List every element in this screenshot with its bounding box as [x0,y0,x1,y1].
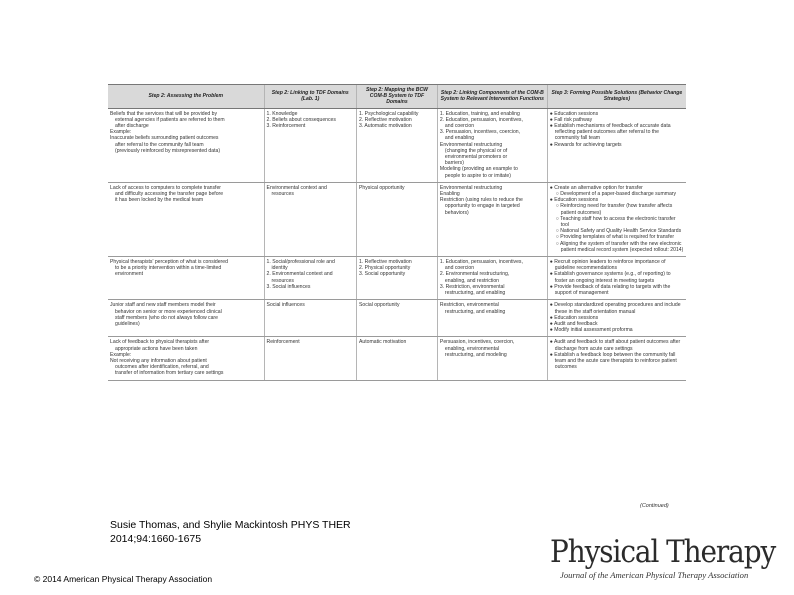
tdf-domain-cell [264,257,356,300]
table-row [108,337,686,380]
cell-line: Social influences [266,302,305,309]
cell-line: 3. Restriction, environmental [439,283,505,290]
cell-line: resources [271,277,294,284]
cell-line: ○ Aligning the system of transfer with the new electronic patient medical record system (expected rollout: 2014) [555,240,684,253]
cell-line: restructuring, and enabling [444,290,506,297]
cell-line: Lack of feedback to physical therapists after [110,339,210,346]
cell-line: 2. Environmental restructuring, [439,271,510,278]
cell-line: enabling, and restriction [444,277,500,284]
cell-line: 3. Reinforcement [266,123,306,130]
cell-line: 3. Social influences [266,283,311,290]
cell-line: behaviors) [444,209,469,216]
table-row [108,108,686,182]
tdf-domain-cell [264,300,356,337]
cell-line: 2. Reflective motivation [359,116,412,123]
cell-line: Persuasion, incentives, coercion, [439,339,515,346]
cell-line: Example: [110,129,132,136]
com-b-cell [357,337,438,380]
citation [110,518,351,546]
tdf-domain-cell [264,337,356,380]
solution-cell [547,337,686,380]
com-b-cell [357,182,438,256]
copyright-notice: © 2014 American Physical Therapy Association [34,574,213,584]
cell-line: 2. Beliefs about consequences [266,116,336,123]
cell-line: restructuring, and enabling [444,308,506,315]
cell-line: ● Recruit opinion leaders to reinforce importance of guideline recommendations [549,259,666,272]
cell-line: ● Education sessions [549,110,599,117]
cell-line: ○ Development of a paper-based discharge summary [555,191,677,198]
cell-line: and difficulty accessing the transfer page before [115,191,224,198]
cell-line: and coercion [444,123,475,130]
solution-cell [547,108,686,182]
cell-line: Enabling [439,191,460,198]
header-possible-solutions: Step 3: Forming Possible Solutions (Behavior Change Strategies) [547,85,686,109]
cell-line: Modeling (providing an example to [439,166,518,173]
problem-cell [108,257,264,300]
cell-line: opportunity to engage in targeted [444,203,520,210]
cell-line: ○ Reinforcing need for transfer (how transfer affects patient outcomes) [555,203,673,216]
table-header-row [108,85,686,109]
intervention-cell [437,337,547,380]
cell-line: environment [115,271,144,278]
cell-line: Restriction, environmental [439,302,499,309]
cell-line: behavior on senior or more experienced clinical [115,308,222,315]
cell-line: barriers) [444,160,464,167]
cell-line: (previously reinforced by misrepresented data) [115,147,221,154]
cell-line: to be a priority intervention within a time-limited [115,265,222,272]
figure-table [108,84,686,381]
cell-line: ● Establish a feedback loop between the community fall team and the acute care therapists to reinforce patient outcomes [549,351,677,371]
problem-cell [108,182,264,256]
header-tdf-domains: Step 2: Linking to TDF Domains (Lab. 1) [264,85,356,109]
solution-cell [547,182,686,256]
cell-line: ● Audit and feedback to staff about patient outcomes after discharge from acute care settings [549,339,681,352]
cell-line: 2. Environmental context and [266,271,333,278]
header-assessing-problem: Step 2: Assessing the Problem [108,85,264,109]
cell-line: and enabling [444,135,475,142]
cell-line: ● Develop standardized operating procedures and include these in the staff orientation manual [549,302,681,315]
cell-line: 1. Psychological capability [359,110,419,117]
cell-line: Beliefs that the services that will be provided by [110,110,218,117]
cell-line: Physical therapists' perception of what is considered [110,259,228,266]
cell-line: 3. Persuasion, incentives, coercion, [439,129,521,136]
intervention-cell [437,257,547,300]
cell-line: ○ Teaching staff how to access the electronic transfer tool [555,215,676,229]
header-com-b-mapping: Step 2: Mapping the BCW COM-B System to TDF Domains [357,85,438,109]
header-intervention-functions: Step 2: Linking Components of the COM-B System to Relevant Intervention Functions [437,85,547,109]
cell-line: 3. Social opportunity [359,271,406,278]
cell-line: people to aspire to or imitate) [444,172,511,179]
cell-line: 1. Knowledge [266,110,298,117]
com-b-cell [357,108,438,182]
cell-line: Physical opportunity [359,184,405,191]
cell-line: ● Establish mechanisms of feedback of accurate data reflecting patient outcomes after referral to the community fall team [549,123,671,142]
cell-line: it has been locked by the medical team [115,197,204,204]
logo-subtitle: Journal of the American Physical Therapy Association [560,570,749,580]
tdf-domain-cell [264,182,356,256]
problem-cell [108,300,264,337]
solution-cell [547,257,686,300]
solution-cell [547,300,686,337]
table-row [108,300,686,337]
table-row [108,257,686,300]
cell-line: resources [271,191,294,198]
cell-line: ● Fall risk pathway [549,116,593,123]
continued-label: (Continued) [640,503,669,509]
intervention-cell [437,182,547,256]
cell-line: 2. Education, persuasion, incentives, [439,116,523,123]
cell-line: environmental promoters or [444,154,508,161]
cell-line: after referral to the community fall team [115,141,204,148]
cell-line: transfer of information from tertiary care settings [115,370,224,377]
cell-line: (changing the physical or of [444,147,508,154]
tdf-table [108,84,686,381]
cell-line: ● Modify initial assessment proforma [549,327,633,334]
problem-cell [108,108,264,182]
cell-line: ● Rewards for achieving targets [549,141,622,148]
cell-line: ● Provide feedback of data relating to targets with the support of management [549,283,671,297]
cell-line: ● Create an alternative option for transfer [549,184,643,191]
cell-line: 1. Reflective motivation [359,259,412,266]
cell-line: appropriate actions have been taken [115,345,198,352]
intervention-cell [437,300,547,337]
cell-line: ● Education sessions [549,197,599,204]
citation-authors: Susie Thomas, and Shylie Mackintosh PHYS THER [110,519,351,531]
cell-line: and coercion [444,265,475,272]
cell-line: ● Audit and feedback [549,320,598,327]
problem-cell [108,337,264,380]
cell-line: restructuring, and modeling [444,351,507,358]
cell-line: outcomes after identification, referral, and [115,364,209,371]
cell-line: Example: [110,351,132,358]
citation-journal-ref: 2014;94:1660-1675 [110,533,202,545]
cell-line: Restriction (using rules to reduce the [439,197,523,204]
journal-logo [550,535,790,590]
cell-line: 3. Automatic motivation [359,123,412,130]
cell-line: Reinforcement [266,339,300,346]
cell-line: ○ Providing templates of what is required for transfer [555,234,675,241]
cell-line: ● Education sessions [549,314,599,321]
com-b-cell [357,257,438,300]
intervention-cell [437,108,547,182]
cell-line: identity [271,265,288,272]
cell-line: guidelines) [115,320,140,327]
cell-line: ○ National Safety and Quality Health Service Standards [555,228,682,235]
cell-line: external agencies if patients are referred to them [115,116,225,123]
cell-line: Lack of access to computers to complete transfer [110,184,221,191]
cell-line: Environmental context and [266,184,327,191]
cell-line: Environmental restructuring [439,184,503,191]
cell-line: after discharge [115,123,149,130]
cell-line: Automatic motivation [359,339,407,346]
cell-line: staff members (who do not always follow care [115,314,218,321]
cell-line: 1. Social/professional role and [266,259,335,266]
cell-line: ● Establish governance systems (e.g., of reporting) to foster an ongoing interest in meeting targets [549,271,671,284]
cell-line: Junior staff and new staff members model their [110,302,216,309]
cell-line: Inaccurate beliefs surrounding patient outcomes [110,135,219,142]
cell-line: Not receiving any information about patient [110,357,207,364]
logo-title: Physical Therapy [550,534,776,570]
table-row [108,182,686,256]
tdf-domain-cell [264,108,356,182]
cell-line: 1. Education, persuasion, incentives, [439,259,523,266]
cell-line: Social opportunity [359,302,400,309]
cell-line: enabling, environmental [444,345,500,352]
cell-line: 1. Education, training, and enabling [439,110,520,117]
cell-line: 2. Physical opportunity [359,265,411,272]
cell-line: Environmental restructuring [439,141,503,148]
com-b-cell [357,300,438,337]
